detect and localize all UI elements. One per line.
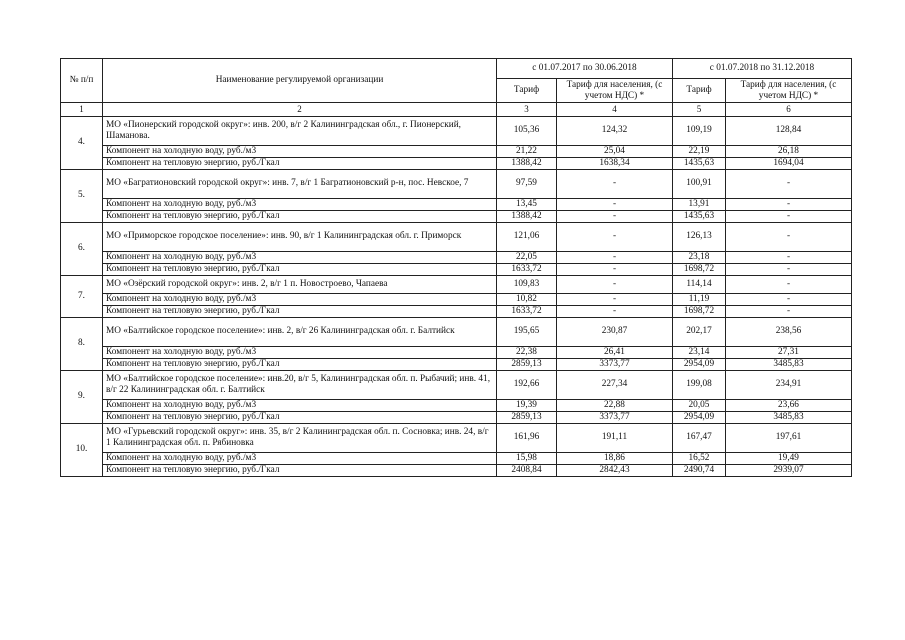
tariff-2017: 195,65 [497,317,557,346]
heat-tariff-2017: 1388,42 [497,157,557,169]
row-number: 7. [61,275,103,317]
tariff-pop-2017: 230,87 [557,317,673,346]
tariff-2017: 109,83 [497,275,557,293]
tariff-2017: 121,06 [497,222,557,251]
table-row [61,411,852,423]
heat-tariff-pop-2017: 2842,43 [557,464,673,476]
cold-water-label: Компонент на холодную воду, руб./м3 [103,293,497,305]
heat-tariff-2017: 1633,72 [497,305,557,317]
tariff-2017: 192,66 [497,370,557,399]
row-number: 8. [61,317,103,370]
row-number: 9. [61,370,103,423]
table-row [61,423,852,452]
heat-tariff-pop-2018: 1694,04 [726,157,852,169]
tariff-pop-2018: 234,91 [726,370,852,399]
tariff-pop-2018: - [726,169,852,198]
cold-tariff-pop-2018: 19,49 [726,452,852,464]
table-row [61,305,852,317]
org-name: МО «Балтийское городское поселение»: инв. 2, в/г 26 Калининградская обл. г. Балтийск [103,317,497,346]
table-row [61,222,852,251]
header-tariff-1: Тариф [497,79,557,103]
cold-tariff-pop-2018: 23,66 [726,399,852,411]
tariff-2018: 109,19 [673,116,726,145]
cold-tariff-2018: 23,14 [673,346,726,358]
cold-water-label: Компонент на холодную воду, руб./м3 [103,198,497,210]
heat-tariff-pop-2018: 3485,83 [726,358,852,370]
column-index: 5 [673,103,726,116]
heat-energy-label: Компонент на тепловую энергию, руб./Гкал [103,157,497,169]
tariff-2017: 105,36 [497,116,557,145]
table-row [61,399,852,411]
org-name: МО «Пионерский городской округ»: инв. 200, в/г 2 Калининградская обл., г. Пионерский, Шаманова. [103,116,497,145]
tariff-2018: 202,17 [673,317,726,346]
tariff-pop-2017: - [557,222,673,251]
heat-tariff-2018: 1698,72 [673,263,726,275]
cold-tariff-pop-2017: 22,88 [557,399,673,411]
cold-tariff-2017: 22,05 [497,251,557,263]
heat-energy-label: Компонент на тепловую энергию, руб./Гкал [103,464,497,476]
heat-tariff-pop-2017: - [557,263,673,275]
column-index: 2 [103,103,497,116]
heat-energy-label: Компонент на тепловую энергию, руб./Гкал [103,358,497,370]
cold-tariff-2017: 19,39 [497,399,557,411]
table-row [61,157,852,169]
tariff-pop-2018: - [726,222,852,251]
tariff-2018: 100,91 [673,169,726,198]
table-row [61,251,852,263]
tariff-pop-2017: 227,34 [557,370,673,399]
heat-tariff-2018: 1698,72 [673,305,726,317]
column-index: 3 [497,103,557,116]
row-number: 5. [61,169,103,222]
heat-energy-label: Компонент на тепловую энергию, руб./Гкал [103,263,497,275]
tariff-pop-2018: 197,61 [726,423,852,452]
heat-tariff-pop-2018: - [726,210,852,222]
heat-tariff-2017: 1388,42 [497,210,557,222]
tariff-pop-2018: - [726,275,852,293]
column-index: 6 [726,103,852,116]
table-row [61,346,852,358]
org-name: МО «Балтийское городское поселение»: инв.20, в/г 5, Калининградская обл. п. Рыбачий; инв. 41, в/г 22 Калининградская обл. г. Балтийск [103,370,497,399]
tariff-pop-2018: 238,56 [726,317,852,346]
heat-tariff-pop-2017: 1638,34 [557,157,673,169]
cold-tariff-2017: 10,82 [497,293,557,305]
heat-tariff-pop-2017: 3373,77 [557,358,673,370]
cold-tariff-pop-2018: 26,18 [726,145,852,157]
heat-tariff-2018: 2490,74 [673,464,726,476]
heat-tariff-pop-2018: - [726,305,852,317]
cold-tariff-pop-2017: 18,86 [557,452,673,464]
cold-tariff-2017: 22,38 [497,346,557,358]
heat-tariff-pop-2018: 3485,83 [726,411,852,423]
heat-tariff-pop-2018: - [726,263,852,275]
table-row [61,275,852,293]
table-row [61,198,852,210]
cold-tariff-pop-2017: 25,04 [557,145,673,157]
column-index: 4 [557,103,673,116]
cold-tariff-pop-2018: 27,31 [726,346,852,358]
header-number: № п/п [61,59,103,103]
table-row [61,116,852,145]
table-row [61,293,852,305]
cold-tariff-pop-2018: - [726,198,852,210]
row-number: 6. [61,222,103,275]
heat-tariff-2018: 2954,09 [673,411,726,423]
tariff-pop-2017: 124,32 [557,116,673,145]
cold-tariff-pop-2017: 26,41 [557,346,673,358]
table-row [61,263,852,275]
heat-tariff-2017: 2408,84 [497,464,557,476]
table-row [61,145,852,157]
tariff-2017: 161,96 [497,423,557,452]
header-org-name: Наименование регулируемой организации [103,59,497,103]
tariff-2018: 126,13 [673,222,726,251]
table-row [61,358,852,370]
table-row [61,452,852,464]
heat-tariff-2018: 1435,63 [673,210,726,222]
tariff-pop-2017: 191,11 [557,423,673,452]
table-header [61,59,852,117]
heat-tariff-2018: 1435,63 [673,157,726,169]
table-body [61,116,852,476]
header-tariff-pop-2: Тариф для населения, (с учетом НДС) * [726,79,852,103]
table-row [61,210,852,222]
cold-water-label: Компонент на холодную воду, руб./м3 [103,251,497,263]
tariff-2018: 114,14 [673,275,726,293]
cold-tariff-pop-2018: - [726,293,852,305]
tariff-pop-2018: 128,84 [726,116,852,145]
cold-water-label: Компонент на холодную воду, руб./м3 [103,145,497,157]
cold-tariff-2018: 22,19 [673,145,726,157]
heat-energy-label: Компонент на тепловую энергию, руб./Гкал [103,210,497,222]
org-name: МО «Гурьевский городской округ»: инв. 35, в/г 2 Калининградская обл. п. Сосновка; инв. 24, в/г 1 Калининградская обл. п. Рябиновка [103,423,497,452]
heat-tariff-2017: 1633,72 [497,263,557,275]
org-name: МО «Озёрский городской округ»: инв. 2, в/г 1 п. Новостроево, Чапаева [103,275,497,293]
heat-tariff-2017: 2859,13 [497,411,557,423]
tariff-2018: 199,08 [673,370,726,399]
heat-tariff-pop-2017: - [557,305,673,317]
heat-tariff-pop-2018: 2939,07 [726,464,852,476]
heat-energy-label: Компонент на тепловую энергию, руб./Гкал [103,411,497,423]
cold-tariff-2017: 21,22 [497,145,557,157]
heat-tariff-pop-2017: - [557,210,673,222]
heat-tariff-pop-2017: 3373,77 [557,411,673,423]
cold-tariff-2018: 23,18 [673,251,726,263]
table-row [61,317,852,346]
cold-water-label: Компонент на холодную воду, руб./м3 [103,399,497,411]
table-row [61,169,852,198]
row-number: 4. [61,116,103,169]
cold-water-label: Компонент на холодную воду, руб./м3 [103,452,497,464]
table-row [61,370,852,399]
cold-tariff-2018: 16,52 [673,452,726,464]
column-index: 1 [61,103,103,116]
cold-tariff-pop-2017: - [557,293,673,305]
heat-tariff-2018: 2954,09 [673,358,726,370]
cold-water-label: Компонент на холодную воду, руб./м3 [103,346,497,358]
table-row [61,464,852,476]
cold-tariff-pop-2017: - [557,251,673,263]
org-name: МО «Приморское городское поселение»: инв. 90, в/г 1 Калининградская обл. г. Приморск [103,222,497,251]
cold-tariff-2017: 15,98 [497,452,557,464]
cold-tariff-2018: 13,91 [673,198,726,210]
tariff-2017: 97,59 [497,169,557,198]
tariff-2018: 167,47 [673,423,726,452]
row-number: 10. [61,423,103,476]
tariff-pop-2017: - [557,169,673,198]
cold-tariff-2018: 20,05 [673,399,726,411]
header-tariff-pop-1: Тариф для населения, (с учетом НДС) * [557,79,673,103]
heat-energy-label: Компонент на тепловую энергию, руб./Гкал [103,305,497,317]
tariff-table [60,58,852,477]
cold-tariff-pop-2017: - [557,198,673,210]
header-period-2018: с 01.07.2018 по 31.12.2018 [673,59,852,79]
tariff-pop-2017: - [557,275,673,293]
cold-tariff-pop-2018: - [726,251,852,263]
header-tariff-2: Тариф [673,79,726,103]
org-name: МО «Багратионовский городской округ»: инв. 7, в/г 1 Багратионовский р-н, пос. Невское, 7 [103,169,497,198]
cold-tariff-2018: 11,19 [673,293,726,305]
cold-tariff-2017: 13,45 [497,198,557,210]
header-period-2017: с 01.07.2017 по 30.06.2018 [497,59,673,79]
heat-tariff-2017: 2859,13 [497,358,557,370]
